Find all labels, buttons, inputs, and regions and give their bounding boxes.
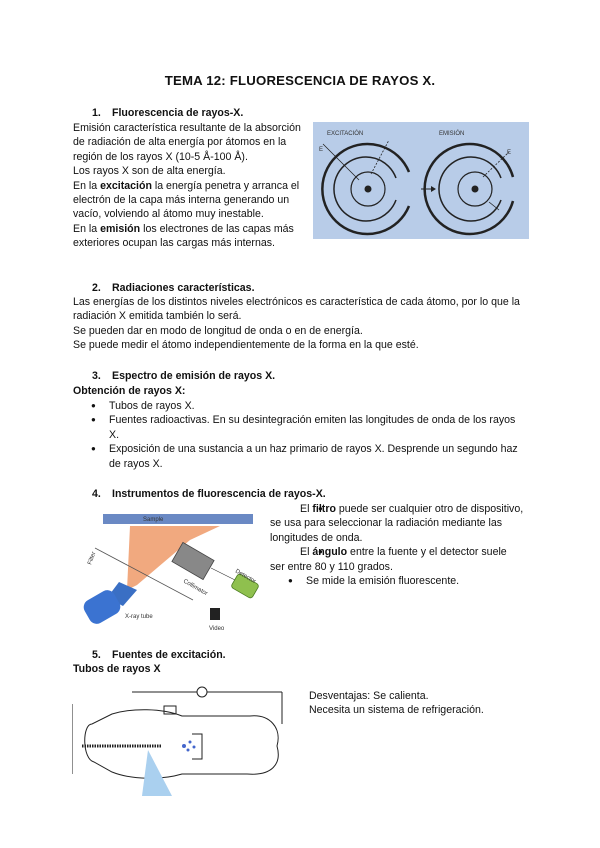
section-5-disadvantages <box>309 689 529 718</box>
page-title: TEMA 12: FLUORESCENCIA DE RAYOS X. <box>164 73 436 88</box>
atom-excitation-emission-figure <box>313 122 529 239</box>
section-5-subheading: Tubos de rayos X <box>73 663 161 675</box>
section-3-subheading: Obtención de rayos X: <box>73 385 186 397</box>
section-1-body <box>73 121 313 251</box>
paragraph: En la excitación la energía penetra y arranca el electrón de la capa más interna generando un vacío, volviendo al átomo muy inestable. <box>73 179 300 221</box>
section-4-heading: 4. Instrumentos de fluorescencia de rayos-X. <box>92 488 326 500</box>
paragraph: Se pueden dar en modo de longitud de onda o en de energía. <box>73 324 363 337</box>
paragraph: Desventajas: Se calienta. <box>309 690 429 702</box>
section-3-list <box>73 399 523 471</box>
list-item: ● Tubos de rayos X. <box>73 399 523 413</box>
section-3-heading: 3. Espectro de emisión de rayos X. <box>92 370 276 382</box>
energy-in-label: E <box>319 147 324 153</box>
paragraph: Necesita un sistema de refrigeración. <box>309 704 484 717</box>
xray-tube-label: X-ray tube <box>125 614 153 620</box>
excitation-label: EXCITACIÓN <box>327 131 364 137</box>
section-5-heading: 5. Fuentes de excitación. <box>92 649 226 661</box>
section-number: 1. <box>92 107 101 119</box>
section-2-body <box>73 295 523 353</box>
xray-tube <box>81 582 137 627</box>
section-1-heading <box>92 106 243 120</box>
energy-out-label: E <box>507 150 512 156</box>
xray-tube-figure <box>72 684 300 796</box>
paragraph: Las energías de los distintos niveles electrónicos es característica de cada átomo, por lo que la radiación X emitida también lo será. <box>73 296 520 323</box>
section-4-list <box>270 502 524 588</box>
paragraph: En la emisión los electrones de las capas más exteriores ocupan las cargas más internas. <box>73 222 294 250</box>
paragraph: Emisión característica resultante de la absorción de radiación de alta energía por átomos en la región de los rayos X (10-5 Å-100 Å). <box>73 122 301 163</box>
list-item: ● Se mide la emisión fluorescente. <box>270 574 524 588</box>
section-title: Fluorescencia de rayos-X. <box>112 107 244 119</box>
paragraph: Se puede medir el átomo independientemente de la forma en la que esté. <box>73 339 419 352</box>
detector-label: Detector <box>234 568 257 586</box>
xrf-instrument-figure <box>75 510 265 635</box>
video-camera-icon <box>210 608 220 620</box>
sample-plate <box>103 514 253 524</box>
list-item: ● El filtro puede ser cualquier otro de dispositivo, se usa para seleccionar la radiación mediante las longitudes de onda. <box>270 502 524 545</box>
section-2-heading: 2. Radiaciones características. <box>92 282 255 294</box>
emission-label: EMISIÓN <box>439 131 465 137</box>
list-item: ● Exposición de una sustancia a un haz primario de rayos X. Desprende un segundo haz de rayos X. <box>73 442 523 471</box>
sample-label: Sample <box>143 517 164 523</box>
paragraph: Los rayos X son de alta energía. <box>73 165 226 178</box>
video-label: Video <box>209 626 225 632</box>
collimator-label: Collimator <box>182 578 209 598</box>
list-item: ● Fuentes radioactivas. En su desintegración emiten las longitudes de onda de los rayos X. <box>73 413 523 442</box>
list-item: ● El ángulo entre la fuente y el detector suele ser entre 80 y 110 grados. <box>270 545 524 574</box>
filter-label: Filter <box>87 551 98 566</box>
